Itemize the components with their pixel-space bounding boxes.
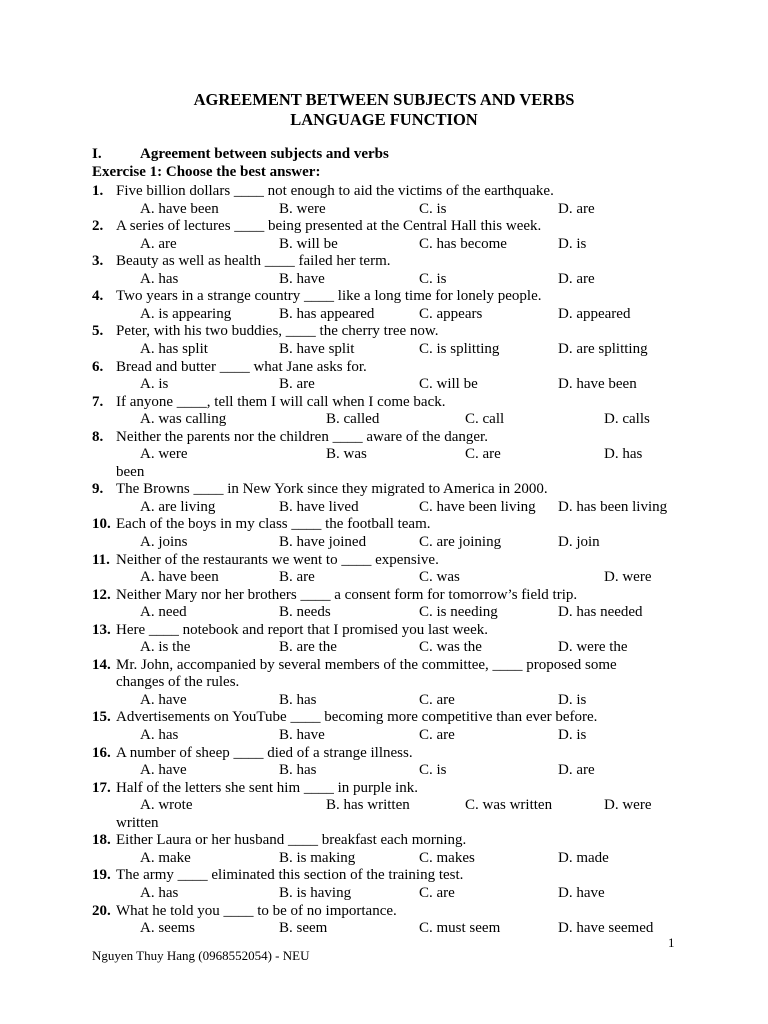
answer-option[interactable]: A. have — [140, 762, 187, 778]
question-number: 8. — [92, 429, 104, 445]
question-item — [0, 866, 768, 884]
question-text: Neither Mary nor her brothers ____ a consent form for tomorrow’s field trip. — [116, 587, 578, 603]
answer-option[interactable]: B. is having — [279, 885, 352, 901]
question-text: Half of the letters she sent him ____ in purple ink. — [116, 780, 419, 796]
answer-option[interactable]: C. is — [419, 271, 447, 287]
question-text: Each of the boys in my class ____ the football team. — [116, 516, 431, 532]
question-number: 14. — [92, 657, 111, 673]
answer-option[interactable]: B. has — [279, 692, 317, 708]
answer-option[interactable]: B. was — [326, 446, 367, 462]
question-text: Five billion dollars ____ not enough to aid the victims of the earthquake. — [116, 183, 554, 199]
question-text-continued — [0, 673, 768, 691]
question-text: Peter, with his two buddies, ____ the cherry tree now. — [116, 323, 439, 339]
options-row — [0, 410, 768, 428]
question-item — [0, 287, 768, 305]
question-number: 9. — [92, 481, 104, 497]
answer-option[interactable]: A. have been — [140, 569, 219, 585]
question-text-line2: changes of the rules. — [116, 674, 240, 690]
question-number: 13. — [92, 622, 111, 638]
option-wrap — [0, 463, 768, 481]
answer-option[interactable]: D. are — [558, 271, 595, 287]
question-number: 12. — [92, 587, 111, 603]
answer-option[interactable]: C. have been living — [419, 499, 536, 515]
answer-option[interactable]: D. is — [558, 236, 587, 252]
document-title: AGREEMENT BETWEEN SUBJECTS AND VERBS — [193, 90, 575, 109]
question-text: Beauty as well as health ____ failed her term. — [116, 253, 391, 269]
answer-option[interactable]: C. is needing — [419, 604, 498, 620]
answer-option[interactable]: D. has been living — [558, 499, 668, 515]
answer-option[interactable]: A. was calling — [140, 411, 227, 427]
answer-option[interactable]: B. have joined — [279, 534, 367, 550]
question-number: 16. — [92, 745, 111, 761]
answer-option[interactable]: B. is making — [279, 850, 356, 866]
question-item — [0, 551, 768, 569]
question-item — [0, 480, 768, 498]
answer-option[interactable]: C. has become — [419, 236, 507, 252]
question-text: Either Laura or her husband ____ breakfast each morning. — [116, 832, 467, 848]
question-text: Here ____ notebook and report that I promised you last week. — [116, 622, 488, 638]
answer-option[interactable]: A. have been — [140, 201, 219, 217]
question-text: Mr. John, accompanied by several members of the committee, ____ proposed some — [116, 657, 617, 673]
question-number: 3. — [92, 253, 104, 269]
answer-option[interactable]: D. calls — [604, 411, 650, 427]
answer-option[interactable]: B. are — [279, 376, 315, 392]
question-item — [0, 182, 768, 200]
question-number: 2. — [92, 218, 104, 234]
answer-option[interactable]: B. were — [279, 201, 326, 217]
page-number: 1 — [668, 935, 675, 950]
answer-option[interactable]: C. was written — [465, 797, 553, 813]
options-row — [0, 445, 768, 463]
options-row — [0, 691, 768, 709]
answer-option[interactable]: B. has written — [326, 797, 410, 813]
options-row — [0, 305, 768, 323]
options-row — [0, 849, 768, 867]
question-text: The army ____ eliminated this section of the training test. — [116, 867, 464, 883]
answer-option-continued: written — [116, 815, 159, 831]
answer-option[interactable]: C. will be — [419, 376, 478, 392]
question-item — [0, 744, 768, 762]
question-item — [0, 902, 768, 920]
options-row — [0, 270, 768, 288]
answer-option-continued: been — [116, 464, 145, 480]
question-item — [0, 252, 768, 270]
options-row — [0, 919, 768, 937]
answer-option[interactable]: C. appears — [419, 306, 483, 322]
section-number: I. — [92, 146, 102, 162]
answer-option[interactable]: B. has appeared — [279, 306, 375, 322]
answer-option[interactable]: B. have lived — [279, 499, 359, 515]
answer-option[interactable]: C. are — [419, 885, 455, 901]
answer-option[interactable]: A. have — [140, 692, 187, 708]
options-row — [0, 884, 768, 902]
answer-option[interactable]: D. has — [604, 446, 643, 462]
answer-option[interactable]: B. have — [279, 271, 325, 287]
question-number: 20. — [92, 903, 111, 919]
answer-option[interactable]: A. is the — [140, 639, 191, 655]
options-row — [0, 796, 768, 814]
question-item — [0, 393, 768, 411]
options-row — [0, 603, 768, 621]
options-row — [0, 375, 768, 393]
exercise-title: Exercise 1: Choose the best answer: — [92, 164, 321, 180]
question-number: 5. — [92, 323, 104, 339]
answer-option[interactable]: C. is splitting — [419, 341, 500, 357]
answer-option[interactable]: B. are the — [279, 639, 337, 655]
answer-option[interactable]: B. needs — [279, 604, 331, 620]
answer-option[interactable]: C. makes — [419, 850, 475, 866]
question-text: The Browns ____ in New York since they migrated to America in 2000. — [116, 481, 548, 497]
question-number: 11. — [92, 552, 110, 568]
answer-option[interactable]: C. are — [465, 446, 501, 462]
question-text: What he told you ____ to be of no importance. — [116, 903, 397, 919]
option-wrap — [0, 814, 768, 832]
question-item — [0, 656, 768, 674]
answer-option[interactable]: C. must seem — [419, 920, 501, 936]
answer-option[interactable]: A. are — [140, 236, 177, 252]
answer-option[interactable]: A. is appearing — [140, 306, 232, 322]
answer-option[interactable]: B. have — [279, 727, 325, 743]
answer-option[interactable]: A. has — [140, 727, 179, 743]
answer-option[interactable]: B. are — [279, 569, 315, 585]
question-number: 18. — [92, 832, 111, 848]
question-text: A series of lectures ____ being presented at the Central Hall this week. — [116, 218, 542, 234]
answer-option[interactable]: C. was the — [419, 639, 482, 655]
question-number: 17. — [92, 780, 111, 796]
question-text: Two years in a strange country ____ like a long time for lonely people. — [116, 288, 542, 304]
answer-option[interactable]: C. is — [419, 201, 447, 217]
question-number: 1. — [92, 183, 104, 199]
answer-option[interactable]: B. has — [279, 762, 317, 778]
options-row — [0, 568, 768, 586]
answer-option[interactable]: B. seem — [279, 920, 328, 936]
options-row — [0, 761, 768, 779]
answer-option[interactable]: D. appeared — [558, 306, 631, 322]
answer-option[interactable]: A. seems — [140, 920, 195, 936]
question-text: A number of sheep ____ died of a strange illness. — [116, 745, 413, 761]
question-number: 15. — [92, 709, 111, 725]
question-item — [0, 217, 768, 235]
question-number: 4. — [92, 288, 104, 304]
section-title: Agreement between subjects and verbs — [140, 146, 389, 162]
answer-option[interactable]: C. was — [419, 569, 460, 585]
answer-option[interactable]: D. is — [558, 692, 587, 708]
answer-option[interactable]: A. make — [140, 850, 191, 866]
answer-option[interactable]: A. were — [140, 446, 188, 462]
answer-option[interactable]: A. has — [140, 885, 179, 901]
options-row — [0, 235, 768, 253]
answer-option[interactable]: D. are — [558, 762, 595, 778]
answer-option[interactable]: B. called — [326, 411, 380, 427]
answer-option[interactable]: C. are joining — [419, 534, 502, 550]
document-subtitle: LANGUAGE FUNCTION — [290, 110, 478, 129]
answer-option[interactable]: D. are — [558, 201, 595, 217]
answer-option[interactable]: D. is — [558, 727, 587, 743]
question-item — [0, 621, 768, 639]
answer-option[interactable]: D. has needed — [558, 604, 643, 620]
options-row — [0, 200, 768, 218]
question-text: Advertisements on YouTube ____ becoming more competitive than ever before. — [116, 709, 598, 725]
answer-option[interactable]: B. will be — [279, 236, 338, 252]
answer-option[interactable]: C. are — [419, 692, 455, 708]
question-item — [0, 428, 768, 446]
question-item — [0, 358, 768, 376]
answer-option[interactable]: B. have split — [279, 341, 355, 357]
answer-option[interactable]: A. joins — [140, 534, 188, 550]
question-number: 6. — [92, 359, 104, 375]
answer-option[interactable]: D. made — [558, 850, 609, 866]
options-row — [0, 533, 768, 551]
question-item — [0, 515, 768, 533]
answer-option[interactable]: A. are living — [140, 499, 216, 515]
answer-option[interactable]: D. are splitting — [558, 341, 648, 357]
answer-option[interactable]: C. is — [419, 762, 447, 778]
answer-option[interactable]: A. has — [140, 271, 179, 287]
question-text: Neither the parents nor the children ____ aware of the danger. — [116, 429, 488, 445]
question-text: Neither of the restaurants we went to ____ expensive. — [116, 552, 439, 568]
options-row — [0, 726, 768, 744]
question-number: 19. — [92, 867, 111, 883]
answer-option[interactable]: A. has split — [140, 341, 208, 357]
answer-option[interactable]: C. are — [419, 727, 455, 743]
footer-text: Nguyen Thuy Hang (0968552054) - NEU — [92, 948, 310, 963]
answer-option[interactable]: D. were — [604, 797, 652, 813]
question-number: 7. — [92, 394, 104, 410]
answer-option[interactable]: D. join — [558, 534, 600, 550]
answer-option[interactable]: D. have been — [558, 376, 637, 392]
options-row — [0, 498, 768, 516]
options-row — [0, 340, 768, 358]
options-row — [0, 638, 768, 656]
answer-option[interactable]: A. need — [140, 604, 187, 620]
question-text: Bread and butter ____ what Jane asks for. — [116, 359, 367, 375]
question-item — [0, 322, 768, 340]
answer-option[interactable]: C. call — [465, 411, 505, 427]
question-number: 10. — [92, 516, 111, 532]
question-item — [0, 708, 768, 726]
answer-option[interactable]: A. wrote — [140, 797, 193, 813]
question-item — [0, 779, 768, 797]
answer-option[interactable]: D. were — [604, 569, 652, 585]
answer-option[interactable]: D. have — [558, 885, 605, 901]
question-item — [0, 586, 768, 604]
question-text: If anyone ____, tell them I will call when I come back. — [116, 394, 446, 410]
answer-option[interactable]: D. have seemed — [558, 920, 654, 936]
answer-option[interactable]: A. is — [140, 376, 169, 392]
question-item — [0, 831, 768, 849]
answer-option[interactable]: D. were the — [558, 639, 628, 655]
